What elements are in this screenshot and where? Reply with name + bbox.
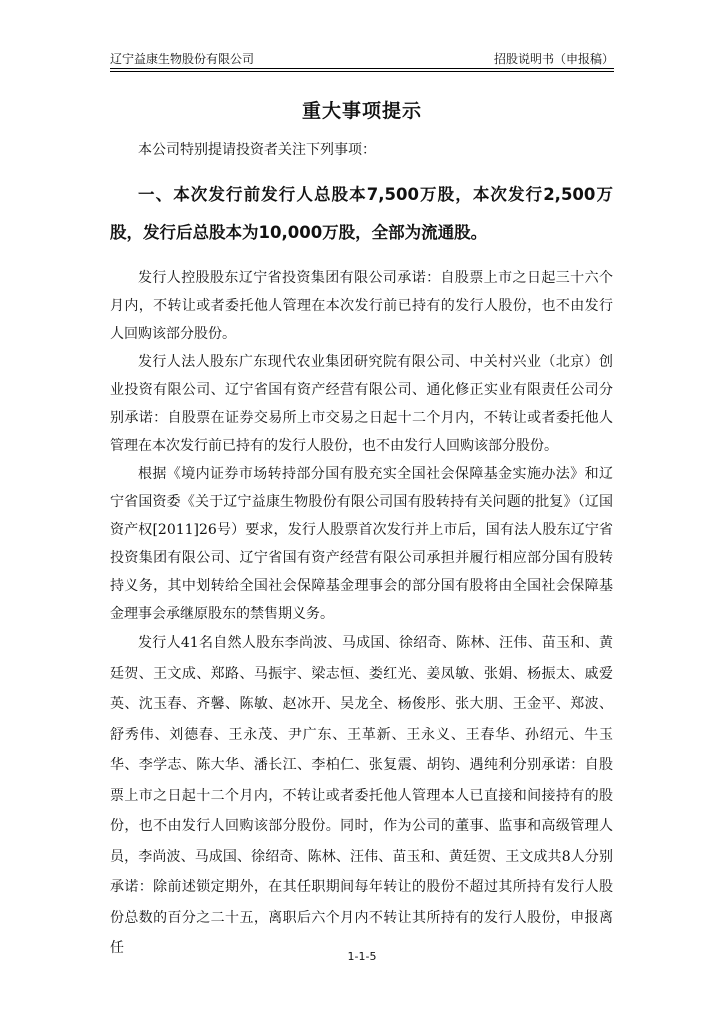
page-number: 1-1-5 [347,950,377,963]
header-document-type: 招股说明书（申报稿） [493,52,614,66]
main-content [110,136,613,964]
header-company-name: 辽宁益康生物股份有限公司 [110,52,255,66]
paragraph-state-share-transfer: 根据《境内证券市场转持部分国有股充实全国社会保障基金实施办法》和辽宁省国资委《关于辽宁益康生物股份有限公司国有股转持有关问题的批复》（辽国资产权[2011]26号）要求，发行人股票首次发行并上市后，国有法人股东辽宁省投资集团有限公司、辽宁省国有资产经营有限公司承担并履行相应部分国有股转持义务，其中划转给全国社会保障基金理事会的部分国有股将由全国社会保障基金理事会承继原股东的禁售期义务。 [110,466,613,622]
paragraph-natural-person-shareholders: 发行人41名自然人股东李尚波、马成国、徐绍奇、陈林、汪伟、苗玉和、黄廷贺、王文成、郑路、马振宇、梁志恒、娄红光、姜凤敏、张娟、杨振太、戚爱英、沈玉春、齐馨、陈敏、赵冰开、吴龙全、杨俊彤、张大朋、王金平、郑波、舒秀伟、刘德春、王永茂、尹广东、王革新、王永义、王春华、孙绍元、牛玉华、李学志、陈大华、潘长江、李柏仁、张复震、胡钧、遇纯利分别承诺：自股票上市之日起十二个月内，不转让或者委托他人管理本人已直接和间接持有的股份，也不由发行人回购该部分股份。同时，作为公司的董事、监事和高级管理人员，李尚波、马成国、徐绍奇、陈林、汪伟、苗玉和、黄廷贺、王文成共8人分别承诺：除前述锁定期外，在其任职期间每年转让的股份不超过其所持有发行人股份总数的百分之二十五，离职后六个月内不转让其所持有的发行人股份，申报离任 [110,635,613,956]
paragraph-legal-person-shareholders: 发行人法人股东广东现代农业集团研究院有限公司、中关村兴业（北京）创业投资有限公司、辽宁省国有资产经营有限公司、通化修正实业有限责任公司分别承诺：自股票在证券交易所上市交易之日起十二个月内，不转让或者委托他人管理在本次发行前已持有的发行人股份，也不由发行人回购该部分股份。 [110,354,613,454]
section-heading: 一、本次发行前发行人总股本7,500万股，本次发行2,500万股，发行后总股本为10,000万股，全部为流通股。 [110,185,613,242]
paragraph-controlling-shareholder: 发行人控股股东辽宁省投资集团有限公司承诺：自股票上市之日起三十六个月内，不转让或者委托他人管理在本次发行前已持有的发行人股份，也不由发行人回购该部分股份。 [110,270,613,342]
header-rule-thin [110,71,614,72]
page-title: 重大事项提示 [301,100,422,122]
header-rule-thick [110,68,614,69]
intro-paragraph: 本公司特别提请投资者关注下列事项： [138,142,376,158]
